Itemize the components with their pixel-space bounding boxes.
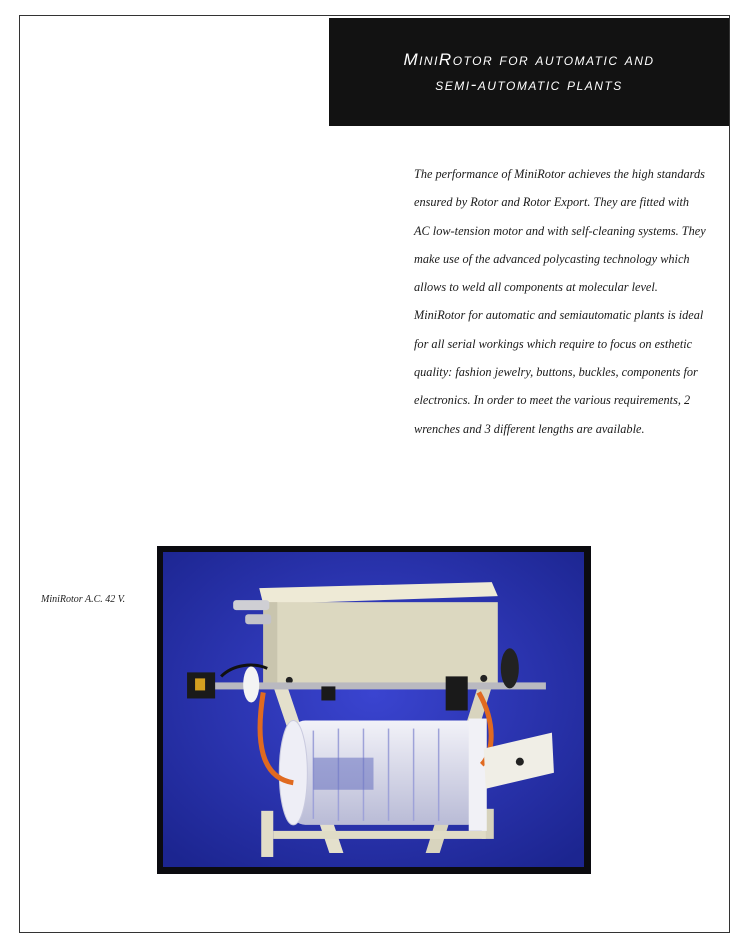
drum-end-left — [279, 721, 307, 825]
housing-screw-right — [480, 675, 487, 682]
connector-top — [233, 600, 269, 610]
minirotor-illustration — [163, 552, 584, 867]
bracket-left — [321, 686, 335, 700]
connector-bottom — [245, 614, 271, 624]
body-paragraph: The performance of MiniRotor achieves the high standards ensured by Rotor and Rotor Export. They are fitted with AC low-tension motor and with self-cleaning systems. They make use of the advanced polycasting technology which allows to weld all components at molecular level. MiniRotor for automatic and semiautomatic plants is ideal for all serial workings which require to focus on esthetic quality: fashion jewelry, buttons, buckles, components for electronics. In order to meet the various requirements, 2 wrenches and 3 different lengths are available. — [414, 167, 706, 436]
body-text — [414, 160, 706, 443]
handwheel-right — [501, 648, 519, 688]
title-banner — [329, 18, 729, 126]
product-photo — [157, 546, 591, 874]
title-line-2: semi-automatic plants — [435, 75, 623, 94]
title-line-1: MiniRotor for automatic and — [403, 50, 655, 69]
drum-window — [313, 758, 373, 790]
housing-body — [263, 602, 498, 686]
photo-caption: MiniRotor A.C. 42 V. — [41, 594, 126, 605]
pulley-left — [243, 666, 259, 702]
stand-post-left — [261, 811, 273, 857]
stand-base — [273, 831, 486, 839]
side-plate-screw — [516, 758, 524, 766]
drum-gear — [469, 719, 487, 831]
coupling-label — [195, 678, 205, 690]
bracket-right — [446, 676, 468, 710]
